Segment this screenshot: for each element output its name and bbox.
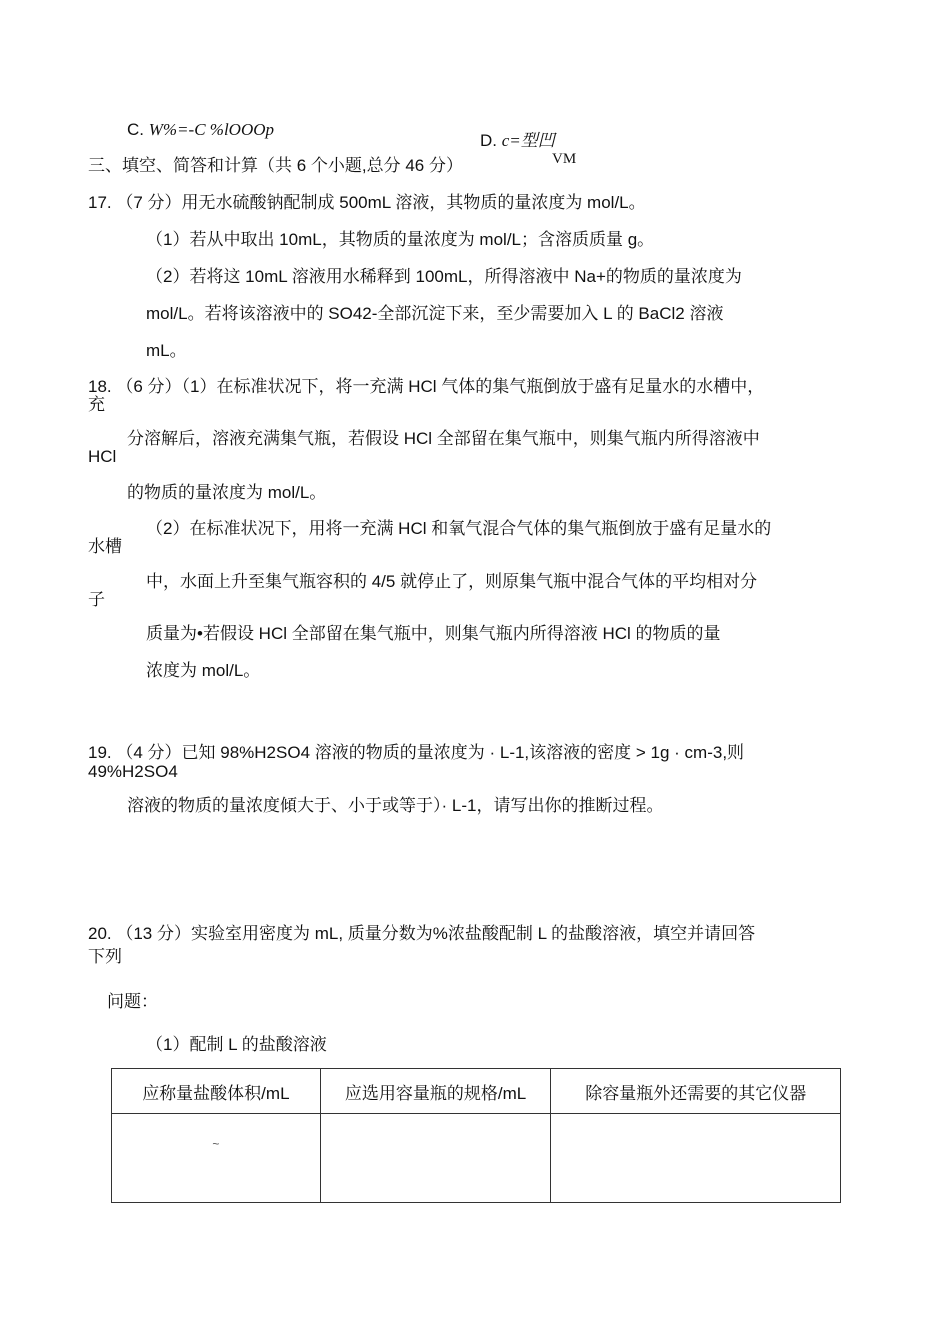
q18-left-1: 充 <box>88 395 105 414</box>
table-cell[interactable] <box>320 1114 551 1203</box>
q18-line-7: 浓度为 mol/L。 <box>146 661 261 680</box>
table-header: 应称量盐酸体积/mL <box>112 1069 321 1114</box>
q19-line-2: 溶液的物质的量浓度傾大于、小于或等于）· L-1，请写出你的推断过程。 <box>127 796 664 815</box>
q17-line-5: mL。 <box>146 341 187 360</box>
q18-line-6: 质量为•若假设 HCl 全部留在集气瓶中，则集气瓶内所得溶液 HCl 的物质的量 <box>146 624 721 643</box>
section-heading: 三、填空、简答和计算（共 6 个小题,总分 46 分） <box>88 156 463 175</box>
q17-line-2: （1）若从中取出 10mL，其物质的量浓度为 mol/L；含溶质质量 g。 <box>146 230 655 249</box>
q20-line-3: （1）配制 L 的盐酸溶液 <box>146 1035 327 1054</box>
q18-left-3: 水槽 <box>88 537 122 556</box>
option-d-formula: c=型凹 <box>501 131 555 150</box>
q17-line-1: 17. （7 分）用无水硫酸钠配制成 500mL 溶液，其物质的量浓度为 mol/L。 <box>88 193 646 212</box>
option-c-letter: C. <box>127 120 144 139</box>
q20-line-1: 20. （13 分）实验室用密度为 mL, 质量分数为%浓盐酸配制 L 的盐酸溶液，填空并请回答 <box>88 924 756 943</box>
table-cell[interactable] <box>551 1114 841 1203</box>
q18-left-2: HCl <box>88 447 117 466</box>
option-c-formula: W%=-C %lOOOp <box>148 120 274 139</box>
answer-table <box>111 1068 841 1203</box>
q18-line-4: （2）在标准状况下，用将一充满 HCl 和氧气混合气体的集气瓶倒放于盛有足量水的 <box>146 519 772 538</box>
q19-line-1: 19. （4 分）已知 98%H2SO4 溶液的物质的量浓度为 · L-1,该溶液的密度 > 1g · cm-3,则 <box>88 743 745 762</box>
q18-line-2: 分溶解后，溶液充满集气瓶，若假设 HCl 全部留在集气瓶中，则集气瓶内所得溶液中 <box>127 429 760 448</box>
option-d-letter: D. <box>480 131 497 150</box>
option-d <box>480 131 555 151</box>
q20-line-2: 问题： <box>107 992 158 1011</box>
q19-left-1: 49%H2SO4 <box>88 762 178 781</box>
table-row <box>112 1114 841 1203</box>
q18-line-1: 18. （6 分）（1）在标准状况下，将一充满 HCl 气体的集气瓶倒放于盛有足量水的水槽中， <box>88 377 765 396</box>
q20-line-1b: 下列 <box>88 947 122 966</box>
q18-line-5: 中，水面上升至集气瓶容积的 4/5 就停止了，则原集气瓶中混合气体的平均相对分 <box>146 572 758 591</box>
q17-line-3: （2）若将这 10mL 溶液用水稀释到 100mL，所得溶液中 Na+的物质的量浓度为 <box>146 267 742 286</box>
table-header-row <box>112 1069 841 1114</box>
table-cell-mark: ~ <box>212 1137 220 1151</box>
option-c <box>127 120 274 140</box>
table-header: 除容量瓶外还需要的其它仪器 <box>551 1069 841 1114</box>
table-header: 应选用容量瓶的规格/mL <box>320 1069 551 1114</box>
option-d-denominator: VM <box>552 151 577 167</box>
q17-line-4: mol/L。若将该溶液中的 SO42-全部沉淀下来，至少需要加入 L 的 BaCl2 溶液 <box>146 304 724 323</box>
q18-line-3: 的物质的量浓度为 mol/L。 <box>127 483 327 502</box>
table-cell[interactable] <box>112 1114 321 1203</box>
q18-left-4: 子 <box>88 590 105 609</box>
